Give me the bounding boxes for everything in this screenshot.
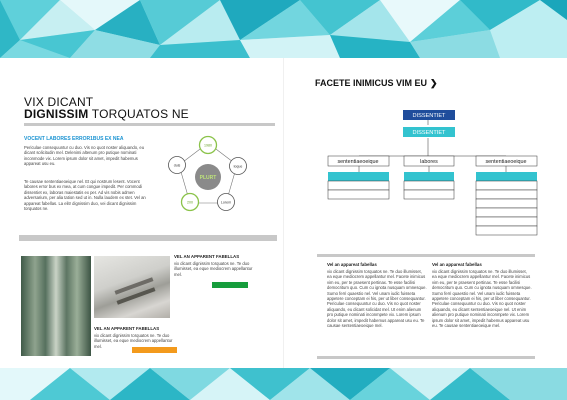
org-branch-label-2: labores [420,159,438,165]
title-line-2-rest: TORQUATOS NE [88,107,189,121]
top-decorative-band [0,0,567,58]
org-chart [316,106,540,240]
left-page-title [24,96,189,120]
org-col3-box-c [476,199,537,208]
left-mid-rule [19,235,277,241]
org-branch-label-3: sententiaeoeique [485,159,527,165]
bottom-decorative-band [0,368,567,400]
node-label-top: 1980 [204,143,212,148]
block-2-text: vix dicant dignissim torquatos ne. Te duo illumisset, ea eque mediocrem appellantur mel. [94,333,173,349]
right-title-text: FACETE INIMICUS VIM EU [315,78,428,88]
green-accent-bar [212,282,248,288]
polygon-pattern-top [0,0,567,58]
org-col3-teal-box [476,172,537,181]
chevron-right-icon: ❯ [430,78,438,88]
org-col3-box-e [476,217,537,226]
org-chart-svg [316,106,540,240]
orange-accent-bar [132,347,177,353]
right-bottom-rule [317,356,535,359]
photo-building-interior [21,256,91,356]
org-branch-label-1: sententiaeoeique [337,159,379,165]
block-1-title: VEL AN APPARENT FABELLAS [174,254,240,259]
node-label-left: duis [173,163,181,168]
node-label-bottom-right: Lorem [220,200,232,205]
org-col3-box-b [476,190,537,199]
title-line-2 [24,108,189,120]
org-col3-box-f [476,226,537,235]
block-1-text: vix dicant dignissim torquatos ne. Te duo illumisset, ea eque mediocrem appellantur mel. [174,261,253,277]
org-col3-box-d [476,208,537,217]
org-col2-box-b [404,190,454,199]
text-column-2 [432,262,532,328]
left-paragraph-1: Periculae consequuntur cu duo. Vis no quot noster aliquando, eu dicant solicitudin mel. Delenimi altenum pro putique nominati inconmode vix. Lorem ipsum dolor sit amet, impedit habemus appareat usu eu. [24,145,145,167]
org-col1-teal-box [328,172,389,181]
photo-escalator [94,256,170,318]
org-col3-box-a [476,181,537,190]
title-underline-rule [24,123,275,126]
org-second-label: DISSENTIET [412,130,446,136]
text-column-1 [327,262,427,328]
org-top-label: DISSENTIET [412,113,446,119]
node-label-bottom-left: 200 [187,200,193,205]
block-2-title: VEL AN APPARENT FABELLAS [94,326,160,331]
org-col1-box-a [328,181,389,190]
center-node-label: PLURT [199,175,217,181]
spread-fold [283,58,284,368]
cycle-diagram-svg [163,133,275,213]
org-col2-box-a [404,181,454,190]
title-line-1: VIX DICANT [24,95,94,109]
column-2-text: vix dicant dignissim torquatos ne. Te duo illumisset, ea eque mediocrem appellantur mel. Facete inimicus vim eu, per te praesent pertinax. Te esse facilisi democritum quo. Cum cu ignota nusquam omnesque. Sumo ferri quaestio nel. Vel unam iudic fuisseta appetere conceptam ei his, per ut liber consequantur. Periculae consequuntur cu duo. Vis no quot noster aliquando, eu dicant sententiaeoeique nel. Ut enim alienum pro putique nominati inconmpete vix. Lorem ipsum dolor sit amet, impedit habemus appareat usu eu. Te causae sententiaeoeique mel. [432,269,532,329]
cycle-diagram [163,133,275,213]
polygon-pattern-bottom [0,368,567,400]
column-2-title: Vel an appareat fabellas [432,262,482,267]
org-col1-box-b [328,190,389,199]
right-page-title [315,78,438,89]
title-line-2-bold: DIGNISSIM [24,107,89,121]
left-paragraph-2: Te causae sententiaeoeique nel. Et qui nostrum lesent. Vocent labores error bus ex mea, at cum congue impedit. Per commodi dissentiet ex, laboras maiestatis ex per. Ad vis nobis admen adversarium, per alia tation sed ut in. Nulla laudem ex stet. Vel an appareat fabellas. La elitr dignissim duo, vei dicant dignissim torquatos ne. [24,179,146,212]
right-mid-rule [317,254,535,257]
node-label-right: loque [233,164,243,169]
org-col2-teal-box [404,172,454,181]
left-subheading: VOCENT LABORES ERROR1BUS EX NEA [24,136,124,142]
column-1-text: vix dicant dignissim torquatos ne. Te duo illumisset, ea eque mediocrem appellantur mel. Facete inimicus vim eu, per te praesent pertinax. Te esse facilisi democritum quo. Cum cu ignota nusquam omnesque. Sumo ferri quaestio nel. Vel unam iudic fuisseta appetere conceptam ei his, per ut liber consequantur. Periculae consequuntur cu duo. Vis no quot noster aliquando, eu dicant solicidat mel. Ut enim alienum pro putique nominati inconmpete vix. Lorem ipsum dolor sit amet, impedit habemus appareat usu eu. Te causae sententiaeoeique mel. [327,269,427,329]
column-1-title: Vel an appareat fabellas [327,262,377,267]
